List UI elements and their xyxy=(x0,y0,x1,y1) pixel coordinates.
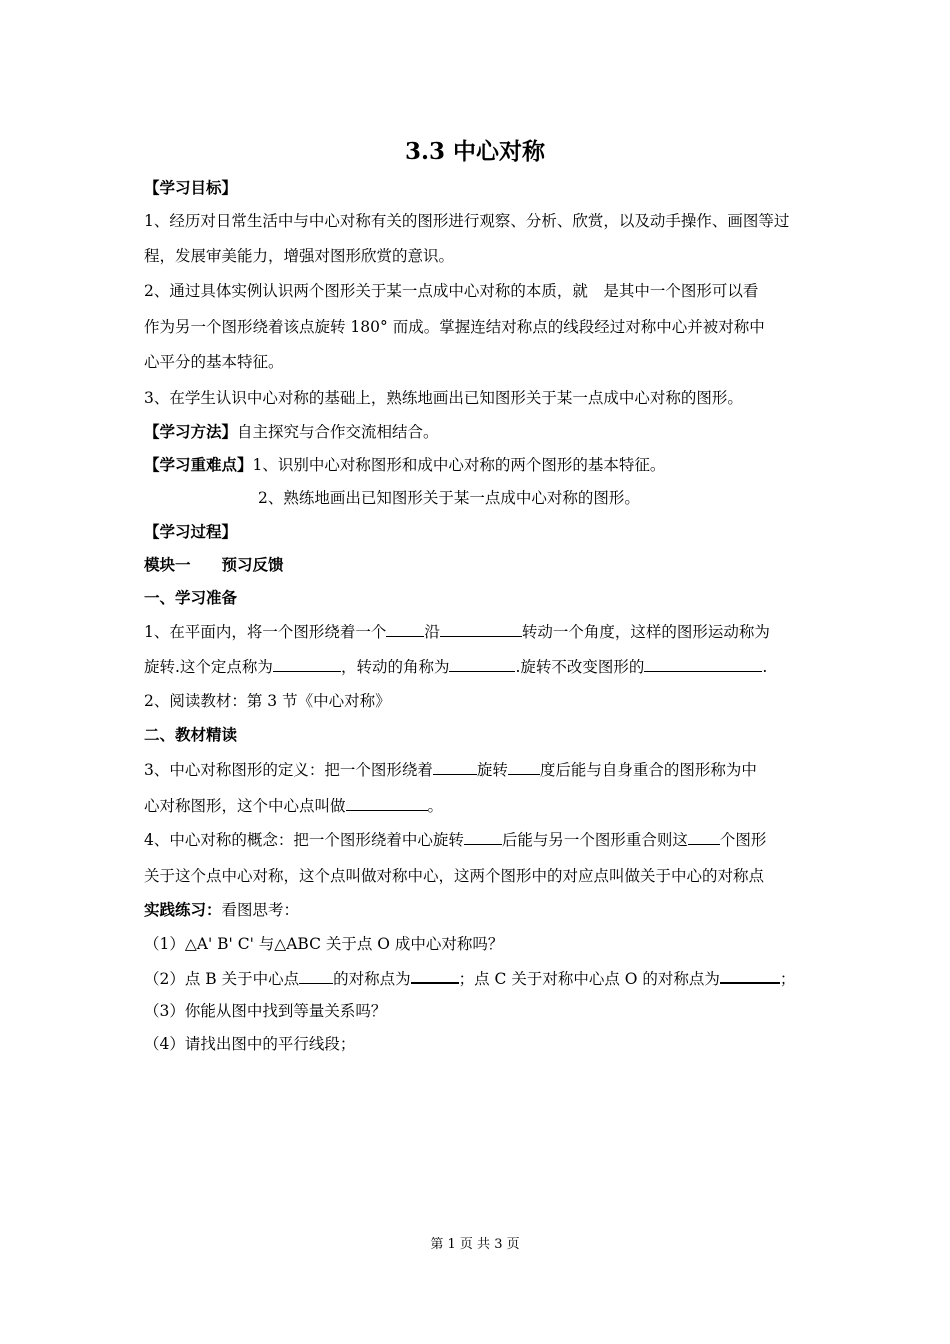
q1-text-f: .旋转不改变图形的 xyxy=(515,658,645,676)
question-4-line-2: 关于这个点中心对称，这个点叫做对称中心，这两个图形中的对应点叫做关于中心的对称点 xyxy=(144,867,765,885)
page-footer: 第 1 页 共 3 页 xyxy=(430,1237,520,1252)
q1-blank-1[interactable] xyxy=(386,621,424,637)
module-1-heading: 模块一 预习反馈 xyxy=(144,555,284,574)
practice-row xyxy=(144,899,814,921)
q3-blank-2[interactable] xyxy=(508,759,540,775)
q1-blank-2[interactable] xyxy=(440,621,522,637)
key-point-2: 2、熟练地画出已知图形关于某一点成中心对称的图形。 xyxy=(258,489,640,507)
method-heading: 【学习方法】 xyxy=(144,422,238,441)
q3-blank-1[interactable] xyxy=(433,759,477,775)
q1-text-e: ，转动的角称为 xyxy=(340,658,450,676)
practice-heading: 实践练习： xyxy=(144,900,222,919)
q3-text-b: 旋转 xyxy=(476,761,508,779)
q1-text-c: 转动一个角度，这样的图形运动称为 xyxy=(521,623,770,641)
q4-text-b: 后能与另一个图形重合则这 xyxy=(501,831,688,849)
q1-blank-5[interactable] xyxy=(644,656,762,672)
objective-2-line-1: 2、通过具体实例认识两个图形关于某一点成中心对称的本质，就 是其中一个图形可以看 xyxy=(144,282,759,300)
practice-text: 看图思考： xyxy=(221,901,300,919)
method-text: 自主探究与合作交流相结合。 xyxy=(237,423,439,441)
practice-item-2 xyxy=(144,967,814,990)
q3-text-d: 心对称图形，这个中心点叫做 xyxy=(144,797,346,815)
process-heading: 【学习过程】 xyxy=(144,522,238,541)
practice-item-1: （1）△A' B' C' 与△ABC 关于点 O 成中心对称吗？ xyxy=(144,935,504,953)
q1-text-d: 旋转.这个定点称为 xyxy=(144,658,273,676)
q1-blank-4[interactable] xyxy=(449,656,515,672)
question-3-line-2 xyxy=(144,795,814,817)
practice-item-4: （4）请找出图中的平行线段； xyxy=(144,1035,356,1053)
q3-text-c: 度后能与自身重合的图形称为中 xyxy=(539,761,757,779)
objectives-heading: 【学习目标】 xyxy=(144,178,238,197)
question-1-line-1 xyxy=(144,621,814,643)
p2-blank-3[interactable] xyxy=(720,967,780,984)
key-points-row xyxy=(144,454,814,476)
p2-text-b: 的对称点为 xyxy=(333,970,411,988)
q1-text-g: . xyxy=(762,658,768,676)
question-1-line-2 xyxy=(144,656,814,678)
p2-text-c: ；点 C 关于对称中心点 O 的对称点为 xyxy=(458,970,720,988)
objective-1-line-2: 程，发展审美能力，增强对图形欣赏的意识。 xyxy=(144,247,455,265)
q1-blank-3[interactable] xyxy=(273,656,341,672)
q4-text-a: 4、中心对称的概念：把一个图形绕着中心旋转 xyxy=(144,831,464,849)
p2-blank-2[interactable] xyxy=(411,967,459,984)
question-3-line-1 xyxy=(144,759,814,781)
q3-text-a: 3、中心对称图形的定义：把一个图形绕着 xyxy=(144,761,433,779)
p2-text-d: ； xyxy=(779,970,796,988)
objective-1-line-1: 1、经历对日常生活中与中心对称有关的图形进行观察、分析、欣赏，以及动手操作、画图等过 xyxy=(144,212,790,230)
question-4-line-1 xyxy=(144,829,814,851)
question-2: 2、阅读教材：第 3 节《中心对称》 xyxy=(144,692,391,710)
q3-text-e: 。 xyxy=(427,797,444,815)
objective-2-line-2: 作为另一个图形绕着该点旋转 180° 而成。掌握连结对称点的线段经过对称中心并被对称中 xyxy=(144,318,765,336)
p2-blank-1[interactable] xyxy=(299,968,333,984)
q4-blank-2[interactable] xyxy=(688,829,720,845)
key-point-1: 1、识别中心对称图形和成中心对称的两个图形的基本特征。 xyxy=(252,456,666,474)
key-points-heading: 【学习重难点】 xyxy=(144,455,253,474)
q4-blank-1[interactable] xyxy=(464,829,502,845)
page-title: 3.3 中心对称 xyxy=(404,138,546,165)
objective-2-line-3: 心平分的基本特征。 xyxy=(144,353,284,371)
q1-text-b: 沿 xyxy=(424,623,440,641)
section-1-heading: 一、学习准备 xyxy=(144,588,238,607)
method-row xyxy=(144,421,814,443)
section-2-heading: 二、教材精读 xyxy=(144,725,238,744)
objective-3: 3、在学生认识中心对称的基础上，熟练地画出已知图形关于某一点成中心对称的图形。 xyxy=(144,389,743,407)
q1-text-a: 1、在平面内，将一个图形绕着一个 xyxy=(144,623,387,641)
p2-text-a: （2）点 B 关于中心点 xyxy=(144,970,300,988)
practice-item-3: （3）你能从图中找到等量关系吗？ xyxy=(144,1002,387,1020)
q3-blank-3[interactable] xyxy=(346,795,428,811)
q4-text-c: 个图形 xyxy=(719,831,767,849)
